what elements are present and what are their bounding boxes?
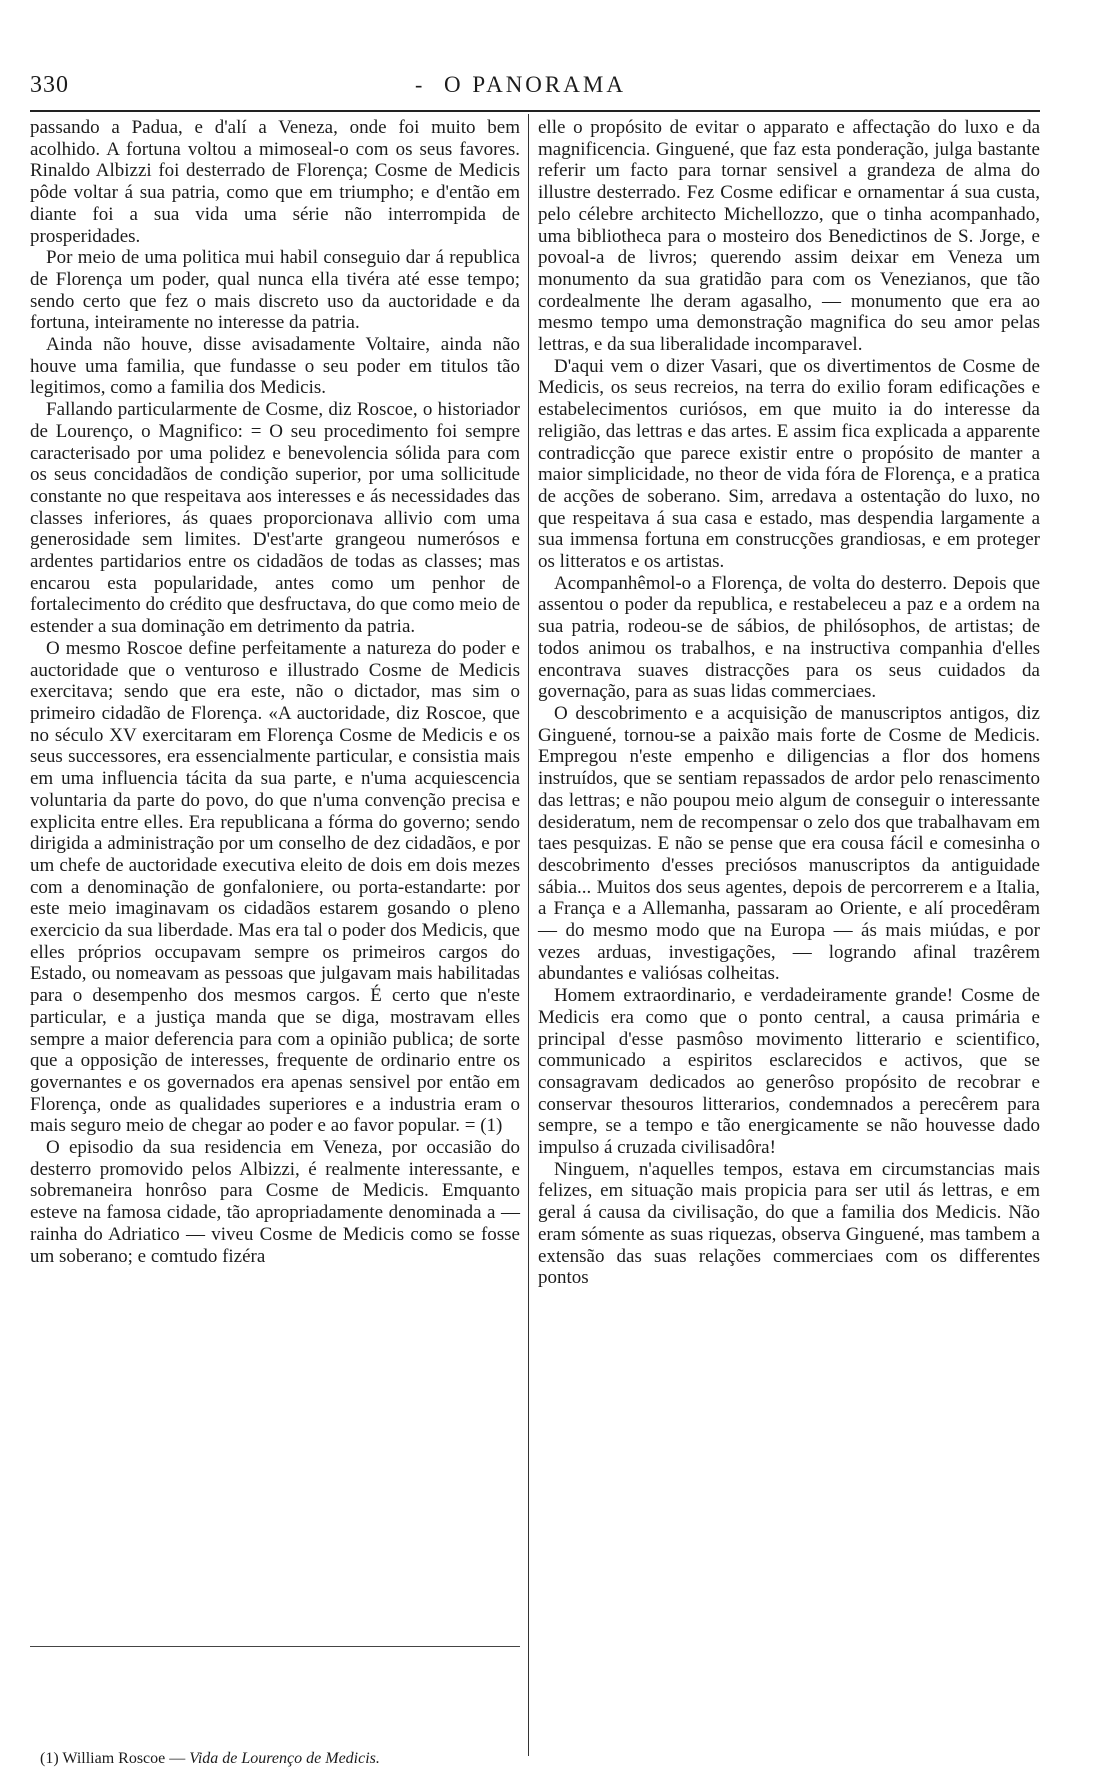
paragraph: D'aqui vem o dizer Vasari, que os divertimentos de Cosme de Medicis, os seus recreios, na terra do exilio foram edificações e estabelecimentos curiósos, em que muito ia do interesse da religião, das lettras e das artes. E assim fica explicada a apparente contradicção que parece existir entre o propósito de manter a maior simplicidade, no theor de vida fóra de Florença, e a pratica de acções de soberano. Sim, arredava a ostentação do luxo, no que respeitava á sua casa e estado, mas despendia largamente a sua immensa fortuna em construcções grandiosas, e em proteger os litteratos e os artistas. [538, 355, 1040, 573]
paragraph: Por meio de uma politica mui habil conseguio dar á republica de Florença um poder, qual nunca ella tivéra até esse tempo; sendo certo que fez o mais discreto uso da auctoridade e da fortuna, inteiramente no interesse da patria. [30, 247, 520, 334]
paragraph: Fallando particularmente de Cosme, diz Roscoe, o historiador de Lourenço, o Magnifico: = O seu procedimento foi sempre caracterisado por uma polidez e benevolencia sólida para com os seus concidadãos de condição superior, por uma sollicitude constante no que respeitava aos interesses e ás necessidades das classes inferiores, ás quaes proporcionava allivio com uma generosidade sem limites. D'est'arte grangeou numerósos e ardentes partidarios entre os cidadãos de todas as classes; mas encarou esta popularidade, antes como um penhor de fortalecimento do crédito que desfructava, do que como meio de estender a sua dominação em detrimento da patria. [30, 399, 520, 638]
paragraph: O descobrimento e a acquisição de manuscriptos antigos, diz Ginguené, tornou-se a paixão mais forte de Cosme de Medicis. Empregou n'este empenho e diligencias a flor dos homens instruídos, que se sentiam repassados de ardor pelo renascimento das lettras; e não poupou meio algum de conseguir o interessante desideratum, nem de recompensar o zelo dos que trabalhavam em taes pesquizas. E não se pense que era cousa fácil e comesinha o descobrimento d'esses preciósos manuscriptos da antiguidade sábia... Muitos dos seus agentes, depois de percorrerem e a Italia, a França e a Allemanha, passaram ao Oriente, e alí procedêram — do mesmo modo que na Europa — ás mais miúdas, e por vezes arduas, investigações, — logrando afinal trazêrem abundantes e valiósas colheitas. [538, 702, 1040, 985]
paragraph: passando a Padua, e d'alí a Veneza, onde foi muito bem acolhido. A fortuna voltou a mimoseal-o com os seus favores. Rinaldo Albizzi foi desterrado de Florença; Cosme de Medicis pôde voltar á sua patria, como que em triumpho; e d'então em diante foi a sua vida uma série não interrompida de prosperidades. [30, 117, 520, 247]
left-column [30, 117, 520, 1642]
publication-title: O PANORAMA [444, 72, 626, 97]
paragraph: Ninguem, n'aquelles tempos, estava em circumstancias mais felizes, em situação mais propicia para ser util ás lettras, e em geral á causa da civilisação, do que a familia dos Medicis. Não eram sómente as suas riquezas, observa Ginguené, mas tambem a extensão das suas relações commerciaes com os differentes pontos [538, 1158, 1040, 1289]
footnote-work-title: Vida de Lourenço de Medicis. [189, 1750, 380, 1767]
footnote [40, 1750, 520, 1768]
paragraph: O episodio da sua residencia em Veneza, por occasião do desterro promovido pelos Albizzi, é realmente interessante, e sobremaneira honrôso para Cosme de Medicis. Emquanto esteve na famosa cidade, tão apropriadamente denominada a — rainha do Adriatico — viveu Cosme de Medicis como se fosse um soberano; e comtudo fizéra [30, 1137, 520, 1267]
footnote-marker: (1) William Roscoe — [40, 1750, 186, 1767]
page-header [30, 72, 1040, 106]
paragraph: O mesmo Roscoe define perfeitamente a natureza do poder e auctoridade que o venturoso e illustrado Cosme de Medicis exercitava; sendo que era este, não o dictador, mas sim o primeiro cidadão de Florença. «A auctoridade, diz Roscoe, que no século XV exercitaram em Florença Cosme de Medicis e os seus successores, era essencialmente particular, e consistia mais em uma influencia tácita da sua parte, e n'uma acquiescencia voluntaria da parte do povo, do que n'uma convenção precisa e explicita entre elles. Era republicana a fórma do governo; sendo dirigida a administração por um conselho de dez cidadãos, e por um chefe de auctoridade executiva eleito de dois em dois mezes com a denominação de gonfaloniere, ou porta-estandarte: por este meio imaginavam os cidadãos estarem gosando o pleno exercicio da sua liberdade. Mas era tal o poder dos Medicis, que elles próprios occupavam sempre os primeiros cargos do Estado, ou nomeavam as pessoas que julgavam mais habilitadas para o desempenho dos mesmos cargos. É certo que n'este particular, e a justiça manda que se diga, mostravam elles sempre a maior deferencia para com a opinião publica; de sorte que a opposição de interesses, frequente de ordinario entre os governantes e os governados era apenas sensivel por então em Florença, onde as qualidades superiores e a industria eram o mais seguro meio de chegar ao poder e ao favor popular. = (1) [30, 637, 520, 1137]
paragraph: Acompanhêmol-o a Florença, de volta do desterro. Depois que assentou o poder da republica, e restabeleceu a paz e a ordem na sua patria, rodeou-se de sábios, de philósophos, de artistas; de todos animou os trabalhos, e na instructiva companhia d'elles encontrava suaves distracções para os seus cuidados da governação, para as suas lidas commerciaes. [538, 572, 1040, 703]
page-number: 330 [30, 72, 69, 98]
footnote-rule [30, 1646, 520, 1647]
header-dash: - [415, 72, 423, 97]
paragraph: Ainda não houve, disse avisadamente Voltaire, ainda não houve uma familia, que fundasse o seu poder em titulos tão legitimos, como a familia dos Medicis. [30, 334, 520, 399]
column-divider [528, 114, 529, 1756]
header-rule [30, 110, 1040, 112]
paragraph: Homem extraordinario, e verdadeiramente grande! Cosme de Medicis era como que o ponto central, a causa primária e principal d'esse pasmôso movimento litterario e scientifico, communicado a espiritos esclarecidos e activos, que se consagravam dedicados ao generôso propósito de recobrar e conservar thesouros litterarios, condemnados a perecêrem para sempre, se a tempo e tão energicamente se não houvesse dado impulso á cruzada civilisadôra! [538, 985, 1040, 1159]
paragraph: elle o propósito de evitar o apparato e affectação do luxo e da magnificencia. Ginguené, que faz esta ponderação, julga bastante referir um facto para tornar sensivel a grandeza de alma do illustre desterrado. Fez Cosme edificar e ornamentar á sua custa, pelo célebre architecto Michellozzo, que o tinha acompanhado, uma bibliotheca para o mosteiro dos Benedictinos de S. Jorge, e povoal-a de livros; querendo assim deixar em Veneza um monumento da sua gratidão para com os Venezianos, que tão cordealmente lhe deram agasalho, — monumento que era ao mesmo tempo uma demonstração magnifica do seu amor pelas lettras, e da sua liberalidade incomparavel. [538, 117, 1040, 356]
right-column [538, 117, 1040, 1782]
